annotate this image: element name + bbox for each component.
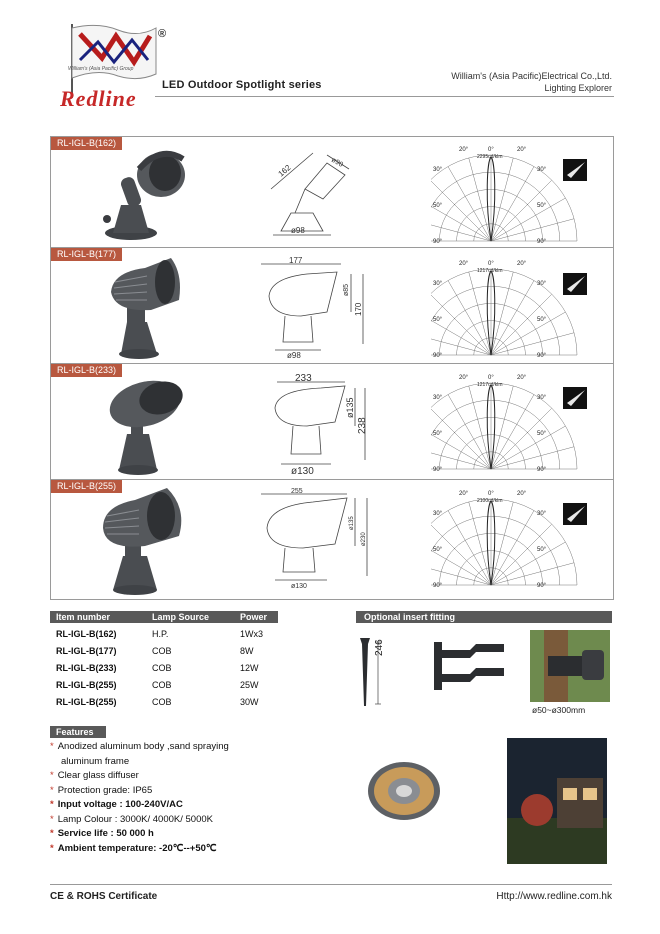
polar-label-30-right: 30° [537,167,547,173]
polar-label-90-right: 90° [537,467,547,473]
polar-angle-left: 20° [459,491,469,497]
dim-base: ø98 [291,226,305,235]
polar-label-90-left: 90° [433,353,443,359]
polar-label-50-right: 50° [537,431,547,437]
spec-table-header [50,611,278,623]
brand-name: Redline [60,86,137,111]
beam-angle-icon [563,387,587,409]
spec-power: 30W [240,697,259,707]
website-link[interactable]: Http://www.redline.com.hk [496,891,612,902]
polar-label-30-right: 30° [537,511,547,517]
polar-label-90-right: 90° [537,353,547,359]
polar-diagram-0 [431,141,581,245]
feature-text: Protection grade: IP65 [57,784,153,796]
bullet-star-icon: * [50,741,54,752]
dim-height: ø230 [361,532,367,546]
feature-item [50,799,183,810]
dim-base: ø130 [291,466,314,476]
polar-angle-center: 0° [488,375,494,381]
spec-power: 1Wx3 [240,629,264,639]
clamp-bracket-icon [430,636,506,696]
dimension-drawing-177 [251,256,371,360]
company-name: William's (Asia Pacific)Electrical Co.,Ltd. [451,71,612,81]
polar-angle-center: 0° [488,147,494,153]
dimension-drawing-233 [261,372,371,476]
dim-top: 177 [289,256,303,265]
spec-lamp-source: COB [152,663,172,673]
feature-text: Ambient temperature: -20℃--+50℃ [57,842,217,854]
dim-base: ø130 [291,583,307,590]
polar-intensity: 1217cd/klm [477,268,503,274]
polar-label-90-left: 90° [433,583,443,589]
feature-item [50,843,217,854]
feature-item [50,814,213,825]
dim-height: 238 [357,417,368,434]
dim-head: ø90 [330,156,344,169]
optional-fitting-header: Optional insert fitting [356,611,612,623]
bullet-star-icon: * [50,842,54,854]
col-lamp-source: Lamp Source [152,612,210,622]
bullet-star-icon: * [50,828,54,839]
polar-label-90-right: 90° [537,583,547,589]
company-tagline: Lighting Explorer [544,83,612,93]
logo-subtext: William's (Asia Pacific) Group [68,66,134,72]
polar-label-30-left: 30° [433,511,443,517]
dim-top: 233 [295,373,312,384]
polar-label-30-right: 30° [537,281,547,287]
polar-label-90-left: 90° [433,239,443,245]
spec-item-number: RL-IGL-B(233) [56,663,117,673]
dim-head: ø135 [349,516,355,530]
dimension-drawing-162 [261,149,351,241]
spec-lamp-source: COB [152,697,172,707]
feature-text: Lamp Colour : 3000K/ 4000K/ 5000K [57,813,213,825]
polar-diagram-3 [431,485,581,589]
spec-lamp-source: COB [152,646,172,656]
feature-item [50,828,154,839]
dim-head: ø85 [343,283,350,296]
dimension-drawing-255 [251,486,381,596]
beam-angle-icon [563,159,587,181]
bullet-star-icon: * [50,799,54,810]
spec-lamp-source: H.P. [152,629,169,639]
polar-angle-left: 20° [459,147,469,153]
bullet-star-icon: * [50,784,54,796]
polar-label-50-right: 50° [537,547,547,553]
feature-text: Service life : 50 000 h [57,828,154,839]
feature-text: Input voltage : 100-240V/AC [57,799,183,810]
product-grid [50,136,614,600]
polar-diagram-2 [431,369,581,473]
spec-power: 8W [240,646,254,656]
polar-angle-right: 20° [517,261,527,267]
spec-item-number: RL-IGL-B(255) [56,680,117,690]
beam-angle-icon [563,503,587,525]
bullet-star-icon: * [50,813,54,825]
clamp-range-label: ø50~ø300mm [532,705,586,715]
certificate-label: CE & ROHS Certificate [50,891,158,902]
polar-label-30-right: 30° [537,395,547,401]
header-divider [155,96,614,97]
feature-item [50,785,152,796]
polar-label-30-left: 30° [433,167,443,173]
feature-item [61,756,129,767]
polar-label-30-left: 30° [433,395,443,401]
model-label: RL-IGL-B(233) [51,364,122,377]
spec-item-number: RL-IGL-B(162) [56,629,117,639]
polar-label-50-right: 50° [537,203,547,209]
spec-item-number: RL-IGL-B(255) [56,697,117,707]
polar-label-50-left: 50° [433,547,443,553]
model-label: RL-IGL-B(255) [51,480,122,493]
product-photo-233 [91,376,201,476]
model-label: RL-IGL-B(177) [51,248,122,261]
polar-angle-center: 0° [488,491,494,497]
dim-base: ø98 [287,351,301,360]
dim-head: ø135 [345,397,355,418]
product-photo-177 [99,254,189,362]
tree-mount-photo [530,630,610,702]
polar-label-50-right: 50° [537,317,547,323]
product-photo-162 [91,147,201,245]
polar-angle-left: 20° [459,261,469,267]
dim-top: 162 [276,163,293,179]
model-label: RL-IGL-B(162) [51,137,122,150]
spec-power: 25W [240,680,259,690]
polar-label-50-left: 50° [433,431,443,437]
polar-angle-center: 0° [488,261,494,267]
spec-lamp-source: COB [152,680,172,690]
polar-label-50-left: 50° [433,317,443,323]
polar-label-90-left: 90° [433,467,443,473]
polar-intensity: 2295cd/klm [477,154,503,160]
lamp-front-photo [366,760,442,822]
polar-angle-right: 20° [517,491,527,497]
feature-text: aluminum frame [61,755,130,767]
polar-diagram-1 [431,255,581,359]
polar-angle-right: 20° [517,375,527,381]
garden-night-photo [507,738,607,864]
col-power: Power [240,612,268,622]
polar-intensity: 2100cd/klm [477,498,503,504]
dim-top: 255 [291,488,303,495]
feature-text: Clear glass diffuser [57,770,139,781]
product-photo-255 [95,486,195,598]
polar-intensity: 1217cd/klm [477,382,503,388]
bullet-star-icon: * [50,770,54,781]
registered-mark: ® [158,28,167,40]
polar-label-90-right: 90° [537,239,547,245]
spec-power: 12W [240,663,259,673]
feature-text: Anodized aluminum body ,sand spraying [57,741,229,752]
polar-label-50-left: 50° [433,203,443,209]
beam-angle-icon [563,273,587,295]
spike-length-label: 246 [374,639,385,656]
polar-label-30-left: 30° [433,281,443,287]
col-item-number: Item number [56,612,111,622]
footer-divider [50,884,612,885]
features-header: Features [50,726,106,738]
feature-item [50,741,229,752]
spec-item-number: RL-IGL-B(177) [56,646,117,656]
feature-item [50,770,139,781]
series-title: LED Outdoor Spotlight series [162,79,322,91]
company-block [451,70,612,94]
polar-angle-right: 20° [517,147,527,153]
dim-height: 170 [354,302,363,316]
polar-angle-left: 20° [459,375,469,381]
